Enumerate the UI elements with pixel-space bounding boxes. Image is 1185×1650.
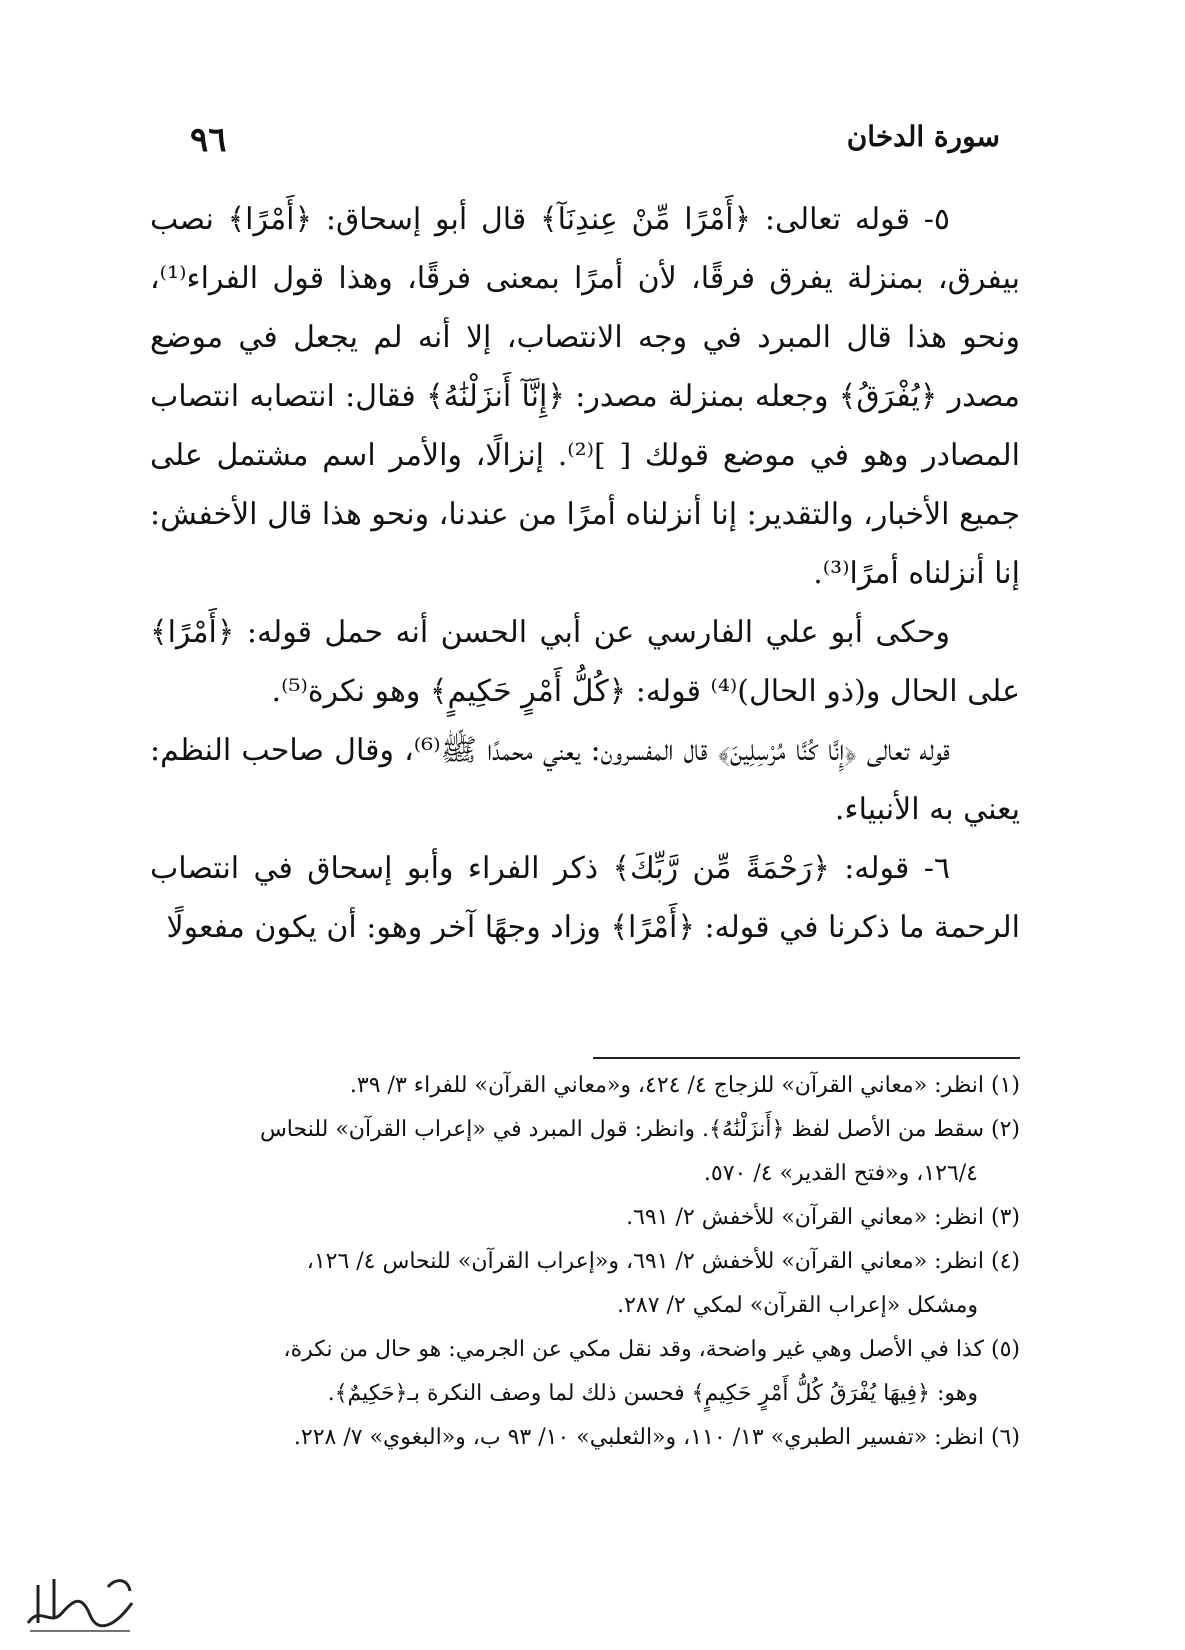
page-number: ٩٦ [190, 120, 227, 160]
surah-title: سورة الدخان [846, 120, 1000, 153]
footnote-3: (٣) انظر: «معاني القرآن» للأخفش ٢/ ٦٩١. [626, 1205, 1020, 1230]
footnote-2-continuation: ١٢٦/٤، و«فتح القدير» ٤/ ٥٧٠. [703, 1161, 978, 1186]
paragraph-4: ٦- قوله: ﴿رَحْمَةً مِّن رَّبِّكَ﴾ ذكر الفراء وأبو إسحاق في انتصاب الرحمة ما ذكرنا في قوله: ﴿أَمْرًا﴾ وزاد وجهًا آخر وهو: أن يكون مفعولًا [150, 851, 1020, 945]
page-header [190, 120, 1000, 170]
footnote-4: (٤) انظر: «معاني القرآن» للأخفش ٢/ ٦٩١، و«إعراب القرآن» للنحاس ٤/ ١٢٦، [306, 1249, 1020, 1274]
main-text [150, 190, 1020, 957]
footnote-4-continuation: ومشكل «إعراب القرآن» لمكي ٢/ ٢٨٧. [617, 1293, 978, 1318]
publisher-logo [20, 1565, 145, 1637]
footnote-5-continuation: وهو: ﴿فِيهَا يُفْرَقُ كُلُّ أَمْرٍ حَكِيمٍ﴾ فحسن ذلك لما وصف النكرة بـ﴿حَكِيمٌ﴾. [327, 1381, 978, 1406]
footnote-6: (٦) انظر: «تفسير الطبري» ١٣/ ١١٠، و«الثعلبي» ١٠/ ٩٣ ب، و«البغوي» ٧/ ٢٢٨. [293, 1425, 1020, 1450]
footnote-divider [593, 1057, 1020, 1059]
footnote-5: (٥) كذا في الأصل وهي غير واضحة، وقد نقل مكي عن الجرمي: هو حال من نكرة، [283, 1337, 1020, 1362]
paragraph-3: قوله تعالى ﴿إِنَّا كُنَّا مُرْسِلِينَ﴾ قال المفسرون: يعني محمدًا ﷺ⁽⁶⁾، وقال صاحب النظم: يعني به الأنبياء. [150, 733, 1020, 827]
paragraph-2: وحكى أبو علي الفارسي عن أبي الحسن أنه حمل قوله: ﴿أَمْرًا﴾ على الحال و(ذو الحال)⁽⁴⁾ قوله: ﴿كُلُّ أَمْرٍ حَكِيمٍ﴾ وهو نكرة⁽⁵⁾. [150, 615, 1020, 709]
footnote-2: (٢) سقط من الأصل لفظ ﴿أَنزَلْنَٰهُ﴾. وانظر: قول المبرد في «إعراب القرآن» للنحاس [259, 1117, 1020, 1142]
paragraph-1: ٥- قوله تعالى: ﴿أَمْرًا مِّنْ عِندِنَآ﴾ قال أبو إسحاق: ﴿أَمْرًا﴾ نصب بيفرق، بمنزلة يفرق فرقًا، لأن أمرًا بمعنى فرقًا، وهذا قول الفراء⁽¹⁾، ونحو هذا قال المبرد في وجه الانتصاب، إلا أنه لم يجعل في موضع مصدر ﴿يُفْرَقُ﴾ وجعله بمنزلة مصدر: ﴿إِنَّآ أَنزَلْنَٰهُ﴾ فقال: انتصابه انتصاب المصادر وهو في موضع قولك [ ]⁽²⁾. إنزالًا، والأمر اسم مشتمل على جميع الأخبار، والتقدير: إنا أنزلناه أمرًا من عندنا، ونحو هذا قال الأخفش: إنا أنزلناه أمرًا⁽³⁾. [150, 202, 1020, 591]
footnotes [150, 1064, 1020, 1460]
footnote-1: (١) انظر: «معاني القرآن» للزجاج ٤/ ٤٢٤، و«معاني القرآن» للفراء ٣/ ٣٩. [349, 1073, 1020, 1098]
